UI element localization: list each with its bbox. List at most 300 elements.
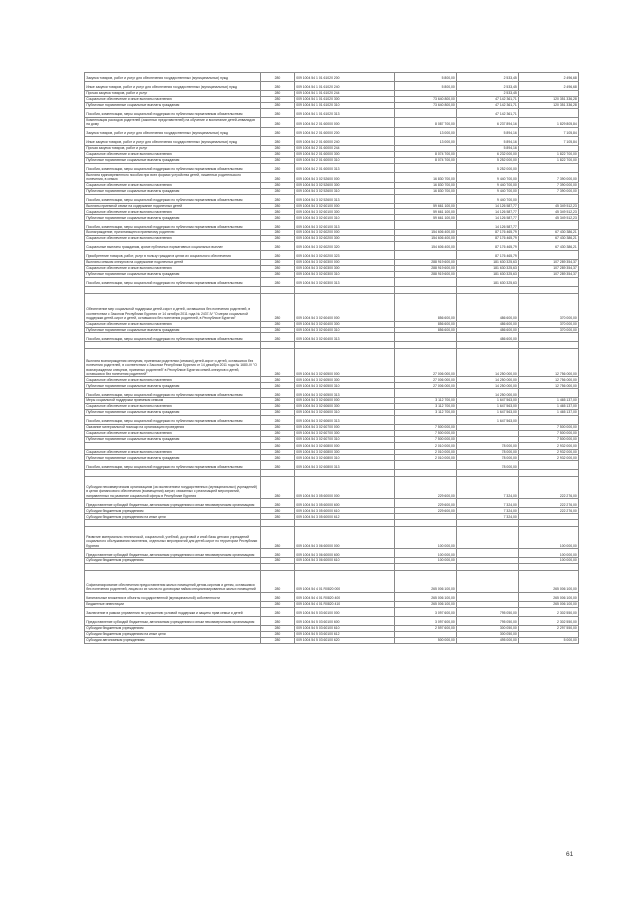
row-approved-amount-cell: 856 600,00 (395, 327, 457, 333)
table-row (85, 415, 579, 424)
row-name-cell: Публичные нормативные социальные выплаты гражданам (85, 436, 261, 442)
row-admin-code-cell: 280 (261, 230, 295, 236)
row-budget-code-cell: 009 1004 54 3 02 60100 300 (295, 209, 395, 215)
table-row (85, 455, 579, 461)
row-budget-code-cell: 009 1004 54 3 02 60400 000 (295, 293, 395, 321)
row-remaining-amount-cell: 2 932 000,00 (519, 455, 579, 461)
row-remaining-amount-cell: 67 430 386,21 (519, 230, 579, 236)
row-approved-amount-cell: 8 074 700,00 (395, 157, 457, 163)
row-budget-code-cell: 009 1004 54 3 02 60200 320 (295, 241, 395, 250)
row-approved-amount-cell: 5 800,00 (395, 73, 457, 82)
row-budget-code-cell: 009 1004 54 5 03 60100 610 (295, 625, 395, 631)
row-name-cell: Субсидии бюджетным учреждениям (85, 625, 261, 631)
table-row (85, 172, 579, 182)
row-name-cell (85, 520, 261, 527)
row-admin-code-cell: 280 (261, 424, 295, 430)
row-approved-amount-cell: 2 597 600,00 (395, 625, 457, 631)
row-executed-amount-cell: 14 250 000,00 (457, 389, 519, 398)
row-admin-code-cell (261, 563, 295, 570)
row-admin-code-cell: 280 (261, 601, 295, 607)
row-approved-amount-cell: 100 000,00 (395, 527, 457, 549)
row-remaining-amount-cell: 222 276,00 (519, 499, 579, 508)
row-budget-code-cell: 009 1004 54 1 01 61020 310 (295, 102, 395, 108)
row-approved-amount-cell: 3 097 600,00 (395, 616, 457, 625)
row-remaining-amount-cell: 7 390 000,00 (519, 188, 579, 194)
row-executed-amount-cell: 14 126 587,77 (457, 203, 519, 209)
row-approved-amount-cell: 229 600,00 (395, 477, 457, 499)
row-executed-amount-cell (457, 527, 519, 549)
row-approved-amount-cell: 229 600,00 (395, 499, 457, 508)
row-budget-code-cell: 009 1004 54 1 01 61020 313 (295, 108, 395, 117)
row-budget-code-cell: 009 1004 54 3 02 60300 310 (295, 271, 395, 277)
row-admin-code-cell: 280 (261, 188, 295, 194)
row-admin-code-cell: 280 (261, 527, 295, 549)
row-name-cell: Социальное обеспечение и иные выплаты населению (85, 96, 261, 102)
row-admin-code-cell: 280 (261, 592, 295, 601)
table-row (85, 241, 579, 250)
row-approved-amount-cell: 7 500 000,00 (395, 436, 457, 442)
row-executed-amount-cell: 1 647 563,00 (457, 404, 519, 410)
table-row (85, 286, 579, 293)
row-remaining-amount-cell (519, 221, 579, 230)
row-executed-amount-cell: 14 250 000,00 (457, 383, 519, 389)
row-name-cell (85, 470, 261, 477)
row-budget-code-cell: 009 1004 54 5 03 60100 600 (295, 616, 395, 625)
row-executed-amount-cell (457, 520, 519, 527)
row-executed-amount-cell: 2 533,45 (457, 82, 519, 91)
row-name-cell: Пособия, компенсации, меры социальной поддержки по публичным нормативным обязательствам (85, 163, 261, 172)
row-admin-code-cell (261, 342, 295, 349)
row-admin-code-cell: 280 (261, 436, 295, 442)
row-remaining-amount-cell: 67 430 386,21 (519, 241, 579, 250)
table-row (85, 404, 579, 410)
row-name-cell: Субсидии бюджетным учреждениям на иные цели (85, 631, 261, 637)
row-remaining-amount-cell: 7 105,84 (519, 136, 579, 145)
row-approved-amount-cell: 288 919 600,00 (395, 271, 457, 277)
row-executed-amount-cell: 795 050,00 (457, 607, 519, 616)
row-remaining-amount-cell: 7 105,84 (519, 127, 579, 136)
row-name-cell: Обеспечение мер социальной поддержки детей-сирот и детей, оставшихся без попечения родителей, в соответствии с Законом Республики Бурятия от 14 октября 2011 года № 2437-IV "О мерах социальной поддержки детей-сирот и детей, оставшихся без попечения родителей, в Республике Бурятия" (85, 293, 261, 321)
row-name-cell: Социальное обеспечение и иные выплаты населению (85, 236, 261, 242)
row-executed-amount-cell (457, 570, 519, 592)
budget-table-sheet (84, 72, 578, 644)
row-approved-amount-cell: 2 010 000,00 (395, 449, 457, 455)
row-remaining-amount-cell (519, 277, 579, 286)
row-approved-amount-cell: 265 006 100,00 (395, 592, 457, 601)
row-remaining-amount-cell: 2 302 550,00 (519, 616, 579, 625)
row-executed-amount-cell: 795 050,00 (457, 616, 519, 625)
row-approved-amount-cell: 59 661 100,00 (395, 203, 457, 209)
row-budget-code-cell: 009 1004 54 3 05 60000 000 (295, 477, 395, 499)
table-row (85, 136, 579, 145)
row-name-cell: Пособия, компенсации, меры социальной поддержки по публичным нормативным обязательствам (85, 389, 261, 398)
row-remaining-amount-cell (519, 520, 579, 527)
row-name-cell: Иные закупки товаров, работ и услуг для обеспечения государственных (муниципальных) нужд (85, 136, 261, 145)
row-admin-code-cell: 280 (261, 430, 295, 436)
row-name-cell: Публичные нормативные социальные выплаты гражданам (85, 383, 261, 389)
row-budget-code-cell: 009 1004 54 3 02 60500 300 (295, 377, 395, 383)
row-admin-code-cell: 280 (261, 157, 295, 163)
row-approved-amount-cell: 13 000,00 (395, 127, 457, 136)
table-row (85, 520, 579, 527)
row-remaining-amount-cell: 1 822 700,00 (519, 151, 579, 157)
row-name-cell: Пособия, компенсации, меры социальной поддержки по публичным нормативным обязательствам (85, 221, 261, 230)
table-row (85, 194, 579, 203)
row-admin-code-cell: 280 (261, 549, 295, 558)
row-budget-code-cell: 009 1004 54 3 02 60600 300 (295, 404, 395, 410)
row-budget-code-cell: 009 1004 54 2 01 60000 000 (295, 117, 395, 127)
row-approved-amount-cell: 3 097 600,00 (395, 607, 457, 616)
row-admin-code-cell: 280 (261, 271, 295, 277)
row-remaining-amount-cell: 2 297 550,00 (519, 625, 579, 631)
row-approved-amount-cell: 13 000,00 (395, 136, 457, 145)
row-name-cell: Публичные нормативные социальные выплаты гражданам (85, 215, 261, 221)
row-budget-code-cell: 009 1004 54 3 02 60300 313 (295, 277, 395, 286)
row-budget-code-cell: 009 1004 54 3 02 60300 000 (295, 259, 395, 265)
row-executed-amount-cell: 7 324,00 (457, 477, 519, 499)
row-budget-code-cell: 009 1004 54 1 01 61020 300 (295, 96, 395, 102)
row-budget-code-cell: 009 1004 54 2 01 60000 300 (295, 151, 395, 157)
row-budget-code-cell: 009 1004 54 3 02 60400 313 (295, 333, 395, 342)
row-approved-amount-cell: 229 600,00 (395, 508, 457, 514)
row-budget-code-cell: 009 1004 54 3 05 60000 612 (295, 514, 395, 520)
row-remaining-amount-cell: 1 465 137,00 (519, 409, 579, 415)
row-admin-code-cell: 280 (261, 389, 295, 398)
row-admin-code-cell: 280 (261, 415, 295, 424)
row-executed-amount-cell: 78 000,00 (457, 455, 519, 461)
row-budget-code-cell: 009 1004 54 3 02 60700 310 (295, 436, 395, 442)
row-name-cell: Социальное обеспечение и иные выплаты населению (85, 151, 261, 157)
row-remaining-amount-cell: 12 756 000,00 (519, 349, 579, 377)
table-row (85, 461, 579, 470)
table-row (85, 250, 579, 259)
row-approved-amount-cell: 16 830 700,00 (395, 182, 457, 188)
row-name-cell: Социальное обеспечение и иные выплаты населению (85, 449, 261, 455)
row-admin-code-cell: 280 (261, 398, 295, 404)
row-remaining-amount-cell: 370 000,00 (519, 321, 579, 327)
row-approved-amount-cell (395, 333, 457, 342)
row-approved-amount-cell: 8 087 700,00 (395, 117, 457, 127)
row-admin-code-cell: 280 (261, 455, 295, 461)
row-admin-code-cell: 280 (261, 145, 295, 151)
row-name-cell: Пособия, компенсации, меры социальной поддержки по публичным нормативным обязательствам (85, 277, 261, 286)
row-admin-code-cell: 280 (261, 570, 295, 592)
table-row (85, 117, 579, 127)
row-name-cell: Компенсация расходов родителей (законных представителей) на обучение и воспитание детей-инвалидов на дому (85, 117, 261, 127)
row-admin-code-cell: 280 (261, 163, 295, 172)
row-approved-amount-cell (395, 389, 457, 398)
row-name-cell: Публичные нормативные социальные выплаты гражданам (85, 409, 261, 415)
row-admin-code-cell: 280 (261, 127, 295, 136)
table-row (85, 321, 579, 327)
row-remaining-amount-cell: 222 276,00 (519, 477, 579, 499)
table-row (85, 409, 579, 415)
row-approved-amount-cell: 265 006 100,00 (395, 570, 457, 592)
row-budget-code-cell: 009 1004 54 3 02 60700 300 (295, 430, 395, 436)
row-remaining-amount-cell (519, 194, 579, 203)
row-executed-amount-cell: 6 232 000,00 (457, 151, 519, 157)
row-remaining-amount-cell: 67 430 386,21 (519, 236, 579, 242)
row-name-cell: Пособия, компенсации, меры социальной поддержки по публичным нормативным обязательствам (85, 415, 261, 424)
row-budget-code-cell: 009 1004 54 3 02 60600 310 (295, 409, 395, 415)
table-row (85, 449, 579, 455)
row-approved-amount-cell: 59 661 100,00 (395, 215, 457, 221)
row-remaining-amount-cell: 100 000,00 (519, 558, 579, 564)
row-remaining-amount-cell: 370 000,00 (519, 293, 579, 321)
row-remaining-amount-cell: 45 349 512,23 (519, 209, 579, 215)
row-budget-code-cell: 009 1004 54 2 01 60000 244 (295, 145, 395, 151)
table-row (85, 271, 579, 277)
row-budget-code-cell: 009 1004 54 3 02 60200 323 (295, 250, 395, 259)
table-row (85, 383, 579, 389)
table-row (85, 230, 579, 236)
row-executed-amount-cell: 9 440 700,00 (457, 188, 519, 194)
row-admin-code-cell: 280 (261, 117, 295, 127)
row-budget-code-cell: 009 1004 54 3 02 60500 310 (295, 383, 395, 389)
page-number: 61 (566, 851, 574, 858)
row-admin-code-cell (261, 470, 295, 477)
row-budget-code-cell: 009 1004 54 3 02 60200 300 (295, 236, 395, 242)
row-name-cell: Меры социальной поддержки приемным семьям (85, 398, 261, 404)
row-remaining-amount-cell: 120 351 336,28 (519, 96, 579, 102)
table-row (85, 157, 579, 163)
row-admin-code-cell: 280 (261, 73, 295, 82)
row-executed-amount-cell: 7 324,00 (457, 508, 519, 514)
table-row (85, 377, 579, 383)
row-admin-code-cell: 280 (261, 136, 295, 145)
row-remaining-amount-cell: 2 302 550,00 (519, 607, 579, 616)
row-name-cell: Субсидии бюджетным учреждениям (85, 508, 261, 514)
row-executed-amount-cell: 486 600,00 (457, 333, 519, 342)
row-name-cell: Субсидии бюджетным учреждениям (85, 558, 261, 564)
row-admin-code-cell: 280 (261, 215, 295, 221)
row-budget-code-cell: 009 1004 54 3 02 52600 000 (295, 172, 395, 182)
table-row (85, 342, 579, 349)
row-budget-code-cell: 009 1004 54 3 02 60700 000 (295, 424, 395, 430)
row-admin-code-cell: 280 (261, 508, 295, 514)
row-executed-amount-cell: 78 000,00 (457, 442, 519, 449)
row-budget-code-cell: 009 1004 54 2 01 60000 313 (295, 163, 395, 172)
table-row (85, 442, 579, 449)
row-name-cell: Иные закупки товаров, работ и услуг для обеспечения государственных (муниципальных) нужд (85, 82, 261, 91)
row-budget-code-cell: 009 1004 54 3 02 60100 000 (295, 203, 395, 209)
row-name-cell: Публичные нормативные социальные выплаты гражданам (85, 188, 261, 194)
row-budget-code-cell (295, 342, 395, 349)
row-admin-code-cell: 280 (261, 514, 295, 520)
row-executed-amount-cell: 181 630 325,63 (457, 259, 519, 265)
row-name-cell: Закупка товаров, работ и услуг для обеспечения государственных (муниципальных) нужд (85, 127, 261, 136)
table-row (85, 265, 579, 271)
row-remaining-amount-cell (519, 250, 579, 259)
table-row (85, 637, 579, 643)
table-row (85, 108, 579, 117)
row-executed-amount-cell: 9 440 700,00 (457, 172, 519, 182)
row-admin-code-cell: 280 (261, 293, 295, 321)
table-row (85, 470, 579, 477)
budget-execution-table (84, 72, 579, 644)
row-approved-amount-cell (395, 250, 457, 259)
row-executed-amount-cell: 5 894,16 (457, 145, 519, 151)
row-admin-code-cell: 280 (261, 321, 295, 327)
row-budget-code-cell: 009 1004 54 3 02 52600 300 (295, 182, 395, 188)
row-admin-code-cell: 280 (261, 194, 295, 203)
table-row (85, 549, 579, 558)
row-name-cell: Приобретение товаров, работ, услуг в пользу граждан в целях их социального обеспечения (85, 250, 261, 259)
row-admin-code-cell: 280 (261, 558, 295, 564)
row-admin-code-cell (261, 286, 295, 293)
row-approved-amount-cell: 100 000,00 (395, 558, 457, 564)
row-remaining-amount-cell: 2 932 000,00 (519, 442, 579, 449)
table-row (85, 73, 579, 82)
table-row (85, 259, 579, 265)
row-admin-code-cell: 280 (261, 631, 295, 637)
row-executed-amount-cell (457, 549, 519, 558)
row-remaining-amount-cell: 120 351 336,28 (519, 102, 579, 108)
row-executed-amount-cell: 9 440 700,00 (457, 194, 519, 203)
row-name-cell: Выплата единовременного пособия при всех формах устройства детей, лишенных родительского попечения, в семью (85, 172, 261, 182)
row-remaining-amount-cell: 107 289 354,37 (519, 271, 579, 277)
table-row (85, 570, 579, 592)
row-budget-code-cell: 009 1004 54 5 03 60100 620 (295, 637, 395, 643)
row-executed-amount-cell: 14 250 000,00 (457, 349, 519, 377)
row-admin-code-cell: 280 (261, 333, 295, 342)
row-name-cell: Публичные нормативные социальные выплаты гражданам (85, 271, 261, 277)
row-approved-amount-cell: 7 500 000,00 (395, 430, 457, 436)
row-admin-code-cell: 280 (261, 241, 295, 250)
row-budget-code-cell: 009 1004 54 3 02 60800 300 (295, 449, 395, 455)
row-name-cell (85, 563, 261, 570)
row-remaining-amount-cell: 2 496,68 (519, 82, 579, 91)
row-executed-amount-cell: 87 176 465,79 (457, 241, 519, 250)
row-budget-code-cell: 009 1004 54 1 01 61020 244 (295, 91, 395, 97)
row-admin-code-cell: 280 (261, 182, 295, 188)
table-row (85, 592, 579, 601)
row-name-cell: Развитие материально-технической, социальной, учебной, досуговой и иной базы детских учреждений социального обслуживания населения, отдельных мероприятий для детей-сирот по территории Республики Бурятия (85, 527, 261, 549)
row-name-cell: Вознаграждение, причитающееся приемному родителю (85, 230, 261, 236)
row-budget-code-cell: 009 1004 54 3 06 60000 000 (295, 527, 395, 549)
row-admin-code-cell: 280 (261, 499, 295, 508)
table-row (85, 563, 579, 570)
row-name-cell: Оказание материальной помощи на организацию проведения (85, 424, 261, 430)
table-row (85, 349, 579, 377)
row-remaining-amount-cell: 7 500 000,00 (519, 436, 579, 442)
row-budget-code-cell: 009 1004 54 3 02 60600 313 (295, 415, 395, 424)
table-row (85, 607, 579, 616)
row-approved-amount-cell: 27 006 000,00 (395, 349, 457, 377)
budget-table-body (85, 73, 579, 644)
row-approved-amount-cell: 288 919 600,00 (395, 265, 457, 271)
row-executed-amount-cell: 7 324,00 (457, 499, 519, 508)
row-admin-code-cell: 280 (261, 442, 295, 449)
row-executed-amount-cell: 6 237 894,16 (457, 117, 519, 127)
row-executed-amount-cell: 14 250 000,00 (457, 377, 519, 383)
row-approved-amount-cell (395, 415, 457, 424)
row-remaining-amount-cell: 370 000,00 (519, 327, 579, 333)
row-budget-code-cell: 009 1004 54 3 02 60600 000 (295, 398, 395, 404)
row-executed-amount-cell: 5 894,16 (457, 127, 519, 136)
row-budget-code-cell: 009 1004 54 3 02 60800 313 (295, 461, 395, 470)
row-name-cell: Пособия, компенсации, меры социальной поддержки по публичным нормативным обязательствам (85, 333, 261, 342)
row-name-cell: Социальное обеспечение и иные выплаты населению (85, 321, 261, 327)
row-executed-amount-cell: 9 440 700,00 (457, 182, 519, 188)
table-row (85, 127, 579, 136)
row-remaining-amount-cell: 1 465 137,00 (519, 404, 579, 410)
table-row (85, 82, 579, 91)
row-executed-amount-cell: 181 630 325,63 (457, 265, 519, 271)
row-approved-amount-cell: 2 010 000,00 (395, 442, 457, 449)
table-row (85, 527, 579, 549)
table-row (85, 151, 579, 157)
row-budget-code-cell: 009 1004 54 1 01 61020 240 (295, 82, 395, 91)
row-executed-amount-cell (457, 342, 519, 349)
row-name-cell: Публичные нормативные социальные выплаты гражданам (85, 102, 261, 108)
row-budget-code-cell: 009 1004 54 2 01 60000 200 (295, 127, 395, 136)
row-admin-code-cell: 280 (261, 203, 295, 209)
table-row (85, 215, 579, 221)
row-admin-code-cell: 280 (261, 259, 295, 265)
row-budget-code-cell: 009 1004 54 5 03 60100 000 (295, 607, 395, 616)
row-executed-amount-cell: 300 050,00 (457, 625, 519, 631)
row-budget-code-cell: 009 1004 54 3 06 60000 610 (295, 558, 395, 564)
row-name-cell: Закупка товаров, работ и услуг для обеспечения государственных (муниципальных) нужд (85, 73, 261, 82)
row-remaining-amount-cell: 7 390 000,00 (519, 182, 579, 188)
row-executed-amount-cell: 5 252 000,00 (457, 163, 519, 172)
table-row (85, 188, 579, 194)
row-budget-code-cell (295, 286, 395, 293)
row-name-cell: Социальные выплаты гражданам, кроме публичных нормативных социальных выплат (85, 241, 261, 250)
row-approved-amount-cell: 5 800,00 (395, 82, 457, 91)
row-name-cell: Пособия, компенсации, меры социальной поддержки по публичным нормативным обязательствам (85, 461, 261, 470)
row-approved-amount-cell: 3 112 700,00 (395, 409, 457, 415)
table-row (85, 277, 579, 286)
row-admin-code-cell: 280 (261, 209, 295, 215)
row-name-cell: Социальное обеспечение и иные выплаты населению (85, 404, 261, 410)
row-approved-amount-cell: 27 006 000,00 (395, 383, 457, 389)
row-name-cell: Бюджетные инвестиции (85, 601, 261, 607)
row-executed-amount-cell (457, 563, 519, 570)
row-executed-amount-cell: 5 252 000,00 (457, 157, 519, 163)
row-admin-code-cell: 280 (261, 172, 295, 182)
row-budget-code-cell (295, 470, 395, 477)
row-remaining-amount-cell: 107 289 354,37 (519, 265, 579, 271)
row-remaining-amount-cell: 107 289 354,37 (519, 259, 579, 265)
row-admin-code-cell: 280 (261, 250, 295, 259)
row-executed-amount-cell: 47 142 361,71 (457, 102, 519, 108)
row-admin-code-cell: 280 (261, 625, 295, 631)
row-approved-amount-cell: 8 074 700,00 (395, 151, 457, 157)
row-approved-amount-cell: 59 661 100,00 (395, 209, 457, 215)
row-budget-code-cell: 009 1004 54 3 06 60000 600 (295, 549, 395, 558)
row-budget-code-cell: 009 1004 54 4 01 R0820 000 (295, 570, 395, 592)
row-remaining-amount-cell: 7 500 000,00 (519, 424, 579, 430)
row-budget-code-cell (295, 563, 395, 570)
table-row (85, 236, 579, 242)
row-remaining-amount-cell: 1 465 137,00 (519, 398, 579, 404)
table-row (85, 514, 579, 520)
row-remaining-amount-cell (519, 415, 579, 424)
row-name-cell: Выплаты приемной семье на содержание подопечных детей (85, 203, 261, 209)
row-remaining-amount-cell: 265 006 100,00 (519, 601, 579, 607)
table-row (85, 499, 579, 508)
row-name-cell: Социальное обеспечение и иные выплаты населению (85, 265, 261, 271)
row-remaining-amount-cell (519, 563, 579, 570)
row-approved-amount-cell (395, 342, 457, 349)
row-budget-code-cell: 009 1004 54 3 02 60800 310 (295, 455, 395, 461)
row-approved-amount-cell: 16 830 700,00 (395, 172, 457, 182)
row-approved-amount-cell (395, 163, 457, 172)
row-approved-amount-cell: 2 010 000,00 (395, 455, 457, 461)
row-executed-amount-cell: 47 142 361,71 (457, 108, 519, 117)
